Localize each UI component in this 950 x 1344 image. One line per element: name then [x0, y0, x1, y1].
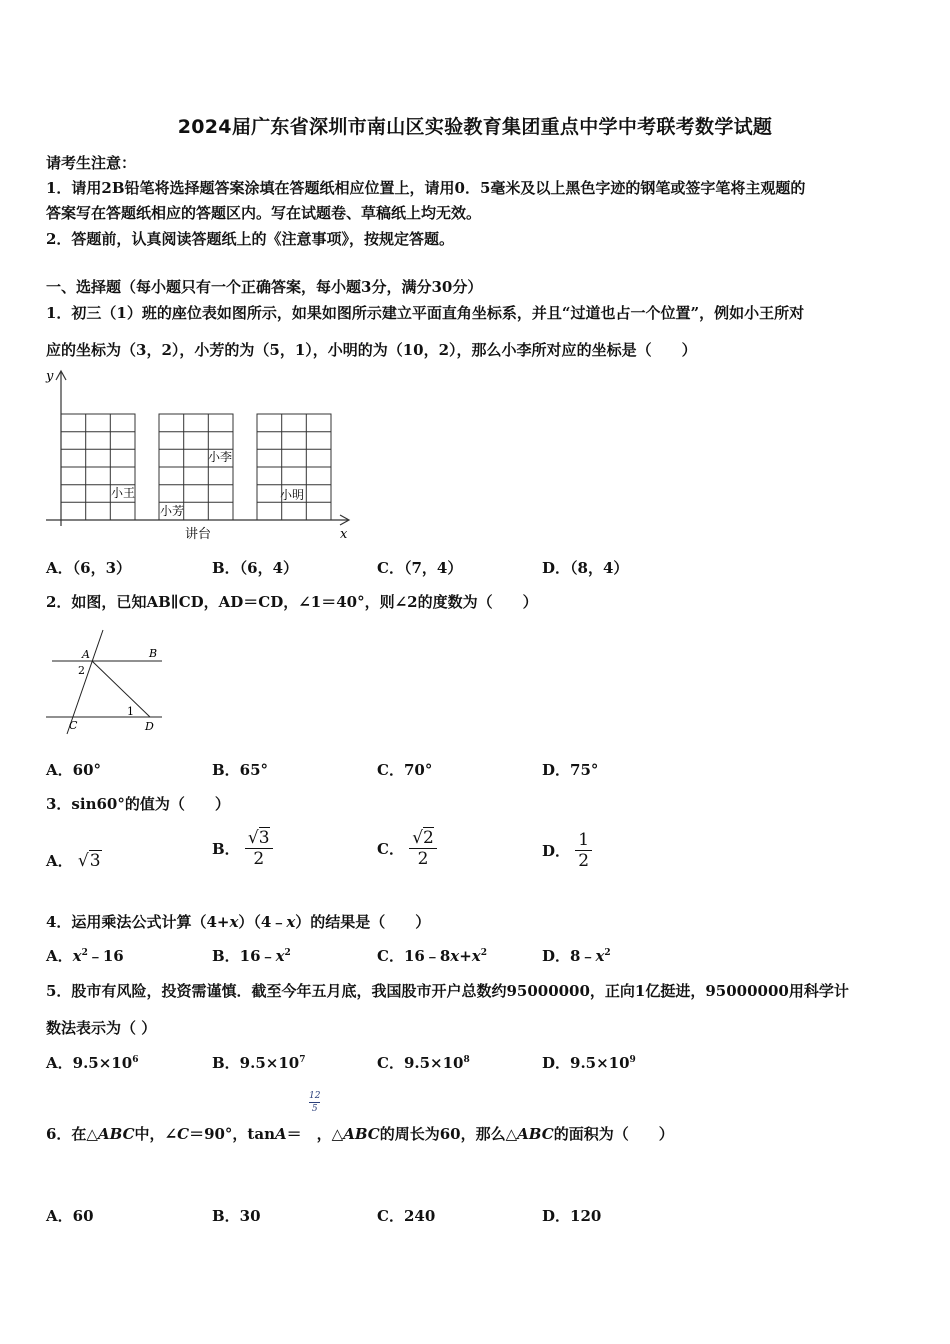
triangle-abc: ABC — [343, 1125, 380, 1143]
section-heading: 一、选择题（每小题只有一个正确答案，每小题3分，满分30分） — [46, 278, 483, 296]
q5-option-d[interactable] — [542, 1052, 636, 1073]
variable-x: x — [450, 947, 460, 965]
q1-option-d[interactable]: D．（8，4） — [542, 559, 629, 577]
podium-label: 讲台 — [185, 527, 212, 542]
option-letter: C． — [377, 840, 404, 858]
notice-heading: 请考生注意： — [46, 154, 137, 172]
q3-text: 3．sin60°的值为（ ） — [46, 795, 230, 813]
q6-option-b[interactable]: B．30 — [212, 1207, 261, 1225]
variable-x: x — [286, 913, 296, 931]
q5-text-line-2: 数法表示为（ ） — [46, 1019, 157, 1037]
fraction-numerator: √3 — [245, 828, 273, 849]
option-text: C．9.5×10 — [377, 1054, 464, 1072]
notice-line-2: 答案写在答题纸相应的答题区内。写在试题卷、草稿纸上均无效。 — [46, 204, 482, 222]
radicand: 3 — [258, 828, 270, 848]
q3-option-a[interactable] — [46, 850, 102, 871]
option-letter: B． — [212, 840, 240, 858]
q3-option-c[interactable] — [377, 828, 437, 869]
q4-text-part: 4．运用乘法公式计算（4+ — [46, 913, 230, 931]
option-text: ﹣16 — [87, 947, 124, 965]
variable-x: x — [72, 947, 82, 965]
variable-x: x — [275, 947, 285, 965]
angle-1-label: 1 — [127, 705, 134, 718]
exponent: 7 — [299, 1055, 306, 1065]
q2-option-b[interactable]: B．65° — [212, 761, 269, 779]
variable-x: x — [229, 913, 239, 931]
q6-text-part: ＝ ，△ — [286, 1125, 344, 1143]
q6-option-a[interactable]: A．60 — [46, 1207, 94, 1225]
sqrt-expression: √3 — [77, 851, 101, 871]
fraction — [409, 828, 437, 869]
variable-x: x — [471, 947, 481, 965]
q1-option-a[interactable]: A．（6，3） — [46, 559, 132, 577]
radicand: 2 — [423, 828, 434, 848]
q4-option-d[interactable] — [542, 945, 611, 966]
q2-option-d[interactable]: D．75° — [542, 761, 599, 779]
option-text: + — [459, 947, 472, 965]
q2-option-c[interactable]: C．70° — [377, 761, 433, 779]
point-c-label: C — [69, 719, 78, 732]
q1-option-c[interactable]: C．（7，4） — [377, 559, 463, 577]
triangle-abc: ABC — [517, 1125, 554, 1143]
fraction — [245, 828, 273, 869]
exponent: 8 — [463, 1055, 470, 1065]
notice-line-1: 1．请用2B铅笔将选择题答案涂填在答题纸相应位置上，请用0．5毫米及以上黑色字迹的钢笔或签字笔将主观题的 — [46, 179, 806, 197]
q4-option-c[interactable] — [377, 945, 487, 966]
q6-text-part: 中，∠ — [134, 1125, 178, 1143]
q4-text-part: ）（4﹣ — [238, 913, 287, 931]
q1-text-line-1: 1．初三（1）班的座位表如图所示，如果如图所示建立平面直角坐标系，并且“过道也占一个位置”，例如小王所对 — [46, 304, 805, 322]
option-text: B．16﹣ — [212, 947, 276, 965]
q6-option-d[interactable]: D．120 — [542, 1207, 602, 1225]
point-d-label: D — [145, 720, 154, 733]
exponent: 2 — [81, 948, 88, 958]
option-letter: D． — [542, 842, 571, 860]
fraction — [575, 830, 592, 871]
option-letter: A． — [46, 852, 73, 870]
page-title: 2024届广东省深圳市南山区实验教育集团重点中学中考联考数学试题 — [177, 116, 773, 138]
q4-option-b[interactable] — [212, 945, 291, 966]
angle-2-label: 2 — [78, 664, 85, 677]
point-a-label: A — [82, 648, 90, 661]
q6-text-part: ＝90°，tan — [189, 1125, 275, 1143]
q2-text: 2．如图，已知AB∥CD，AD＝CD，∠1＝40°，则∠2的度数为（ ） — [46, 593, 538, 611]
option-text: B．9.5×10 — [212, 1054, 300, 1072]
q6-text-part: 的面积为（ ） — [553, 1125, 674, 1143]
q6-option-c[interactable]: C．240 — [377, 1207, 436, 1225]
fraction-numerator: 12 — [309, 1091, 321, 1101]
fraction-numerator: √2 — [409, 828, 437, 849]
option-text: A．9.5×10 — [46, 1054, 133, 1072]
option-text: C．16﹣8 — [377, 947, 451, 965]
x-axis-label: x — [340, 527, 348, 542]
radicand: 3 — [89, 851, 101, 871]
q3-option-b[interactable] — [212, 828, 273, 869]
q5-option-c[interactable] — [377, 1052, 470, 1073]
q6-text — [46, 1123, 674, 1144]
fraction-denominator: 2 — [417, 849, 429, 869]
y-axis-label: y — [46, 369, 54, 384]
q4-text — [46, 911, 430, 932]
fraction-denominator: 5 — [311, 1104, 318, 1114]
q3-option-d[interactable] — [542, 830, 592, 871]
angle-c: C — [177, 1125, 190, 1143]
fraction-denominator: 2 — [578, 851, 590, 871]
q4-text-part: ）的结果是（ ） — [295, 913, 431, 931]
fraction-denominator: 2 — [253, 849, 265, 869]
angle-a: A — [275, 1125, 287, 1143]
seat-label-xiaowang: 小王 — [111, 486, 136, 500]
variable-x: x — [595, 947, 605, 965]
notice-line-3: 2．答题前，认真阅读答题纸上的《注意事项》，按规定答题。 — [46, 230, 454, 248]
q6-text-part: 的周长为60，那么△ — [379, 1125, 518, 1143]
q5-text-line-1: 5．股市有风险，投资需谨慎．截至今年五月底，我国股市开户总数约95000000，正向1亿挺进，95000000用科学计 — [46, 982, 849, 1000]
seat-grid-1 — [61, 414, 135, 520]
exponent: 2 — [480, 948, 487, 958]
triangle-abc: ABC — [97, 1125, 135, 1143]
seat-label-xiaoli: 小李 — [208, 450, 233, 464]
option-text: D．8﹣ — [542, 947, 596, 965]
q5-option-a[interactable] — [46, 1052, 138, 1073]
seat-label-xiaofang: 小芳 — [160, 504, 185, 518]
exponent: 9 — [629, 1055, 636, 1065]
option-text: A． — [46, 947, 73, 965]
q1-text-line-2: 应的坐标为（3，2），小芳的为（5，1），小明的为（10，2），那么小李所对应的坐标是（ ） — [46, 341, 697, 359]
point-b-label: B — [149, 647, 158, 660]
q2-parallel-lines-figure — [42, 627, 168, 737]
q1-seating-figure — [40, 366, 360, 544]
segment-ad — [92, 661, 150, 717]
q4-option-a[interactable] — [46, 945, 124, 966]
exponent: 6 — [132, 1055, 139, 1065]
fraction-numerator: 1 — [575, 830, 592, 851]
q1-option-b[interactable]: B．（6，4） — [212, 559, 299, 577]
q2-option-a[interactable]: A．60° — [46, 761, 102, 779]
q6-text-part: 6．在△ — [46, 1125, 98, 1143]
seat-grid-3 — [257, 414, 331, 520]
q5-option-b[interactable] — [212, 1052, 305, 1073]
exponent: 2 — [284, 948, 291, 958]
tan-fraction-image — [309, 1090, 320, 1115]
option-text: D．9.5×10 — [542, 1054, 630, 1072]
seat-label-xiaoming: 小明 — [280, 488, 305, 502]
exponent: 2 — [604, 948, 611, 958]
